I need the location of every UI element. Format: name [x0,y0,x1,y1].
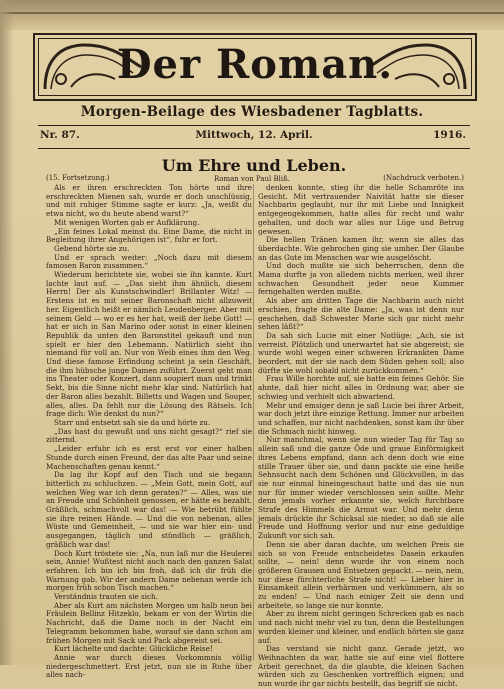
article-paragraph: Kurt lächelte und dachte: Glückliche Reise! [54,644,213,654]
article-paragraph: Annie war durch dieses Vorkommnis völlig niedergeschmettert. Erst jetzt, nun sie in Ruhe über alles nach- [46,652,252,680]
article-paragraph: Verständnis trauten sie sich. [54,592,158,602]
article-paragraph: Aber als Kurt am nächsten Morgen um halb neun bei Fräulein Bellinz Hitzeklo, bekam er von der Wirtin die Nachricht, daß die Dame noch in der Nacht ein Telegramm bekommen habe, worauf sie dann schon am frühen Morgen mit Sack und Pack abgereist sei. [46,600,252,645]
article-paragraph: Mit wenigen Worten gab er Aufklärung. [54,217,200,227]
article-title: Um Ehre und Leben. [161,156,347,175]
article-paragraph: Wiederum berichtete sie, wobei sie ihn kannte. Kurt lachte laut auf. — „Das sieht ihm ähnlich, diesem Herrn! Der als Kunstschwindler! Brillanter Witz! — Erstens ist es mit seiner Baronschaft nicht allzuweit her. Eigentlich heißt er nämlich Leudenberger. Aber mit seinem Geld — wo er es her hat, weiß der liebe Gott! — hat er sich in San Marino oder sonst in einer kleinen Republik da unten den Baronstitel gekauft und nun spielt er hier den Lebemann. Natürlich sieht ihn niemand für voll an. Nur von Weib eines ihm den Weg. Und diese famose Erfindung scheint ja sein Geschäft, die ihm hübsche junge Damen zuführt. Zuerst geht man ins Theater oder Konzert, dann soupiert man und trinkt Sekt, bis die Sinne nicht mehr klar sind. Natürlich hat der Baron alles bezahlt. Billetts und Wagen und Souper, alles, alles. Da fehlt nur die Lösung des Rätsels. Ich frage dich: Wie denkst du nun?“ [46,270,252,419]
article-paragraph: Gebend hörte sie zu. [54,243,130,253]
reprint-notice: (Nachdruck verboten.) [383,174,464,182]
article-paragraph: Als aber am dritten Tage die Nachbarin auch nicht erschien, fragte die alte Dame: „Ja, was ist denn nur geschehen, daß Schwester Marie sich gar nicht mehr sehen läßt?“ [258,296,464,332]
article-paragraph: Frau Wille horchte auf, sie hatte ein feines Gehör. Sie ahnte, daß hier nicht alles in Ordnung war, aber sie schwieg und verhielt sich abwartend. [258,374,464,401]
continuation-label: (15. Fortsetzung.) [46,174,110,182]
article-paragraph: Doch Kurt tröstete sie: „Na, nun laß nur die Heulerei sein, Annie! Wußtest nicht auch nach den ganzen Salat erfahren. Ich bin ich bin froh, daß ich dir früh die Warnung gab. Wir der andern Dame nebenan werde ich morgen früh schon Tisch machen.“ [46,548,252,593]
issue-year: 1916. [433,129,466,141]
article-paragraph: Da sah sich Lucie mit einer Notlüge: „Ach, sie ist verreist. Plötzlich und unerwartet hat sie abgereist; sie wurde wohl wegen einer schweren Erkrankten Dame beordert, mit der sie nach dem Süden gehen soll; also dürfte sie wohl sobald nicht zurückkommen.“ [258,330,464,375]
masthead-subtitle: Morgen-Beilage des Wiesbadener Tagblatts. [80,104,424,120]
page-edge-shadow [0,0,14,665]
article-paragraph: Und er sprach weiter: „Noch dazu mit diesem famosen Baron zusammen.“ [46,252,252,271]
issue-number: Nr. 87. [40,129,80,141]
article-paragraph: „Das hast du gewußt und uns nicht gesagt?“ rief sie zitternd. [46,426,252,445]
issue-date: Mittwoch, 12. April. [195,129,313,141]
left-text-column [46,183,252,680]
previous-page-strip [0,0,504,30]
article-paragraph: Nur manchmal, wenn sie nun wieder Tag für Tag so allein saß und die ganze Öde und graue Einförmigkeit ihres Lebens empfand, dann ach denn doch wie eine stille Trauer über sie, und dann packte sie eine heiße Sehnsucht nach dem Schönen und Glückvollen, in das sie nur einmal hineingeschaut hatte und das sie nun nur für immer wieder verschlossen sein sollte. Mehr denn jemals vorher erkannte sie, welch furchtbare Strafe des Himmels die Armut war. Und mehr denn jemals drückte ihr Schicksal sie nieder, so daß sie alle Freude und Hoffnung verlor und nur eine geduldige Zukunft vor sich sah. [258,435,464,541]
masthead [33,33,477,101]
article-paragraph: Das verstand sie nicht ganz. Gerade jetzt, wo Weihnachten da war, hatte sie auf eine viel flottere Arbeit gerechnet, da die glaubte, die kleinen Sachen würden sich zu Geschenken vortrefflich eignen; und nun wurde ihr gar nichts bestellt, das begriff sie nicht. [258,644,464,689]
article-paragraph: „Ein feines Lokal meinst du. Eine Dame, die nicht in Begleitung ihrer Angehörigen ist“, fuhr er fort. [46,226,252,245]
article-paragraph: Da lag ihr Kopf auf den Tisch und sie begann bitterlich zu schluchzen. — „Mein Gott, mein Gott, auf welchen Weg war ich denn geraten?“ — Alles, was sie an Freude und Schönheit genossen, er hätte es bezahlt. Gräßlich, schmachvoll war das! — Wie betrübt fühlte sie ihre reinen Hände. — Und die von nebenan, alles Wüste und Gemeinheit, — und sie war hier ein- und ausgegangen, täglich und stündlich — gräßlich, gräßlich war das! [46,470,252,549]
article-author: Roman von Paul Bliß. [214,175,290,183]
right-text-column [258,183,464,689]
article-paragraph: Und doch mußte sie sich beherrschen, denn die Mama durfte ja von alledem nichts merken, weil ihrer schwachen Gesundheit jeder neue Kummer ferngehalten werden mußte. [258,261,464,297]
article-paragraph: Aber zu ihrem nicht geringen Schrecken gab es nach und nach nicht mehr viel zu tun, denn die Bestellungen wurden kleiner und kleiner, und endlich hörten sie ganz auf. [258,609,464,645]
article-paragraph: „Leider erfuhr ich es erst erst vor einer halben Stunde durch einen Freund, der das alte Paar und seine Machenschaften genau kennt.“ [46,444,252,471]
dateline-bar [38,125,470,149]
article-paragraph: Mehr und emsiger denn je saß Lucie bei ihrer Arbeit, war doch jetzt ihre einzige Rettung. Immer nur arbeiten und schaffen, nur nicht nachdenken, sonst kam ihr über die Schmach nicht hinweg. [258,400,464,436]
article-paragraph: Die hellen Tränen kamen ihr, wenn sie alles das überdachte. Wie gebrochen ging sie umher. Der Glaube an das Gute im Menschen war wie ausgelöscht. [258,235,464,262]
column-divider [253,184,254,660]
strip-rule [0,12,504,14]
article-paragraph: Als er ihren erschreckten Ton hörte und ihre erschreckten Mienen sah, wurde er doch unschlüssig, und mit ruhiger Stimme sagte er kurz: „Ja, weißt du etwa nicht, wo du heute abend warst?“ [46,183,252,219]
article-paragraph: denken konnte, stieg ihr die helle Schamröte ins Gesicht. Mit vertrauender Naivität hatte sie dieser Nachbarin geglaubt, nur ihr mit Liebe und Innigkeit entgegengekommen, hatte alles für recht und wahr gehalten, und doch war alles nur Lüge und Betrug gewesen. [258,183,464,236]
article-paragraph: Denn sie aber daran dachte, um welchen Preis sie sich so von Freude entscheidetes Dasein erkaufen sollte, — nein! denn wurde ihr von einem noch größeren Grausen und Entsetzen gepackt. — nein, nein, nur diese fürchterliche Strafe nicht! — Lieber hier in Einsamkeit allein verhärmen und verkümmern, als so zu enden! — Und nach einiger Zeit sie denn und arbeitete, so lange sie nur konnte. [258,539,464,610]
masthead-title: Der Roman. [116,41,394,88]
article-paragraph: Starr und entsetzt sah sie da und hörte zu. [54,417,211,427]
